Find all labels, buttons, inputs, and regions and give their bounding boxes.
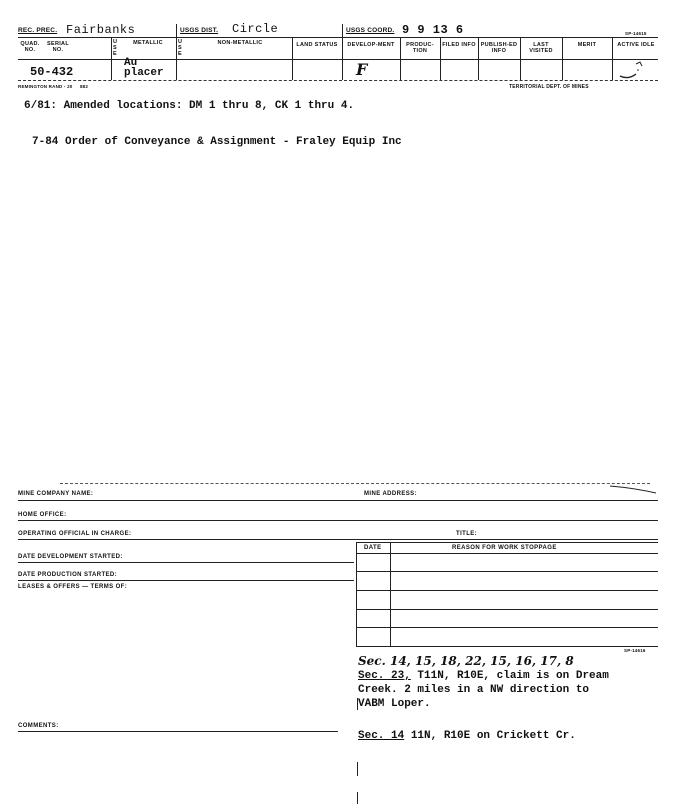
comments-rule	[18, 731, 338, 732]
usgs-dist-label: USGS DIST.	[180, 27, 219, 34]
divider-active	[612, 37, 613, 80]
stoppage-left-border	[356, 542, 357, 646]
date-development-label: DATE DEVELOPMENT STARTED:	[18, 554, 123, 560]
handwritten-sections: Sec. 14, 15, 18, 22, 15, 16, 17, 8	[358, 654, 574, 668]
active-check-icon	[616, 60, 656, 80]
printer-mark	[18, 84, 88, 89]
row-bottom-rule	[18, 80, 658, 81]
stoppage-date-divider	[390, 542, 391, 646]
stoppage-top-rule	[356, 542, 658, 543]
col-last-visited: LAST VISITED	[529, 42, 553, 54]
fold-line	[60, 483, 650, 484]
divider-coord	[342, 24, 343, 38]
stoppage-row-1	[356, 571, 658, 572]
divider-develop	[342, 37, 343, 80]
rec-prec-value: Fairbanks	[66, 23, 136, 37]
title-label: TITLE:	[456, 531, 478, 537]
col-metallic: METALLIC	[133, 40, 163, 46]
mine-company-name-label: MINE COMPANY NAME:	[18, 491, 94, 497]
stoppage-row-3	[356, 609, 658, 610]
divider-produc	[400, 37, 401, 80]
stoppage-row-2	[356, 590, 658, 591]
home-office-rule	[18, 520, 658, 521]
mine-company-rule	[18, 500, 658, 501]
rec-prec-label: REC. PREC.	[18, 27, 58, 34]
note-2: 7-84 Order of Conveyance & Assignment - Fraley Equip Inc	[32, 136, 402, 148]
stoppage-header-rule	[356, 553, 658, 554]
col-non-metallic: NON-METALLIC	[217, 40, 263, 46]
sec14-text: 11N, R10E on Crickett Cr.	[404, 730, 576, 742]
col-land-status: LAND STATUS	[296, 42, 338, 48]
home-office-label: HOME OFFICE:	[18, 512, 67, 518]
comments-label: COMMENTS:	[18, 723, 59, 729]
form-number-back: SP-14616	[624, 648, 646, 653]
operating-official-rule	[18, 539, 658, 540]
form-number-front: SP-14615	[625, 31, 647, 36]
metallic-line-2: placer	[124, 67, 164, 79]
stoppage-date-header: DATE	[364, 545, 382, 551]
sec23-line-1-text: T11N, R10E, claim is on Dream	[410, 670, 609, 682]
note-1: 6/81: Amended locations: DM 1 thru 8, CK 1 thru 4.	[24, 100, 355, 112]
divider-visited	[520, 37, 521, 80]
col-serial-no: SERIAL NO.	[47, 41, 69, 53]
territorial-dept: TERRITORIAL DEPT. OF MINES	[509, 84, 589, 90]
sec14-line	[358, 730, 576, 742]
quad-serial-value: 50-432	[30, 65, 74, 79]
col-use-2: U S E	[178, 39, 183, 57]
printer-code: 882	[79, 84, 89, 89]
usgs-dist-value: Circle	[232, 22, 279, 36]
stoppage-reason-header: REASON FOR WORK STOPPAGE	[452, 545, 557, 551]
sec23-prefix: Sec. 23,	[358, 670, 411, 682]
sec14-prefix: Sec. 14	[358, 730, 405, 742]
sec23-line-1	[358, 670, 609, 682]
col-filed-info: FILED INFO	[442, 42, 476, 48]
sec23-line-2: Creek. 2 miles in a NW direction to	[358, 684, 590, 696]
margin-tick-3	[357, 792, 358, 804]
date-production-label: DATE PRODUCTION STARTED:	[18, 572, 118, 578]
usgs-coord-label: USGS COORD.	[346, 27, 395, 34]
margin-tick-2	[357, 762, 358, 776]
operating-official-label: OPERATING OFFICIAL IN CHARGE:	[18, 531, 132, 537]
metallic-line-1: Au	[124, 57, 138, 69]
mine-address-label: MINE ADDRESS:	[364, 491, 417, 497]
date-production-rule	[18, 580, 354, 581]
divider-filed	[440, 37, 441, 80]
usgs-coord-value: 9 9 13 6	[402, 23, 464, 37]
sec23-line-3: VABM Loper.	[358, 698, 431, 710]
divider-1	[176, 24, 177, 80]
margin-tick-1	[357, 698, 358, 710]
leases-label: LEASES & OFFERS — TERMS OF:	[18, 584, 128, 590]
divider-publish	[478, 37, 479, 80]
col-published-info: PUBLISH-ED INFO	[480, 42, 518, 54]
col-development: DEVELOP-MENT	[347, 42, 395, 48]
printer-text: REMINGTON RAND - 20	[18, 84, 73, 89]
col-quad-no: QUAD. NO.	[20, 41, 40, 53]
development-mark: F	[356, 60, 368, 79]
date-development-rule	[18, 562, 354, 563]
divider-land	[292, 37, 293, 80]
divider-metallic	[111, 37, 112, 80]
pen-stroke	[610, 484, 658, 494]
col-use-1: U S E	[113, 39, 118, 57]
stoppage-row-5	[356, 646, 658, 647]
divider-merit	[562, 37, 563, 80]
col-active-idle: ACTIVE IDLE	[617, 42, 655, 48]
col-merit: MERIT	[577, 42, 597, 48]
col-production: PRODUC-TION	[406, 42, 434, 54]
stoppage-row-4	[356, 627, 658, 628]
